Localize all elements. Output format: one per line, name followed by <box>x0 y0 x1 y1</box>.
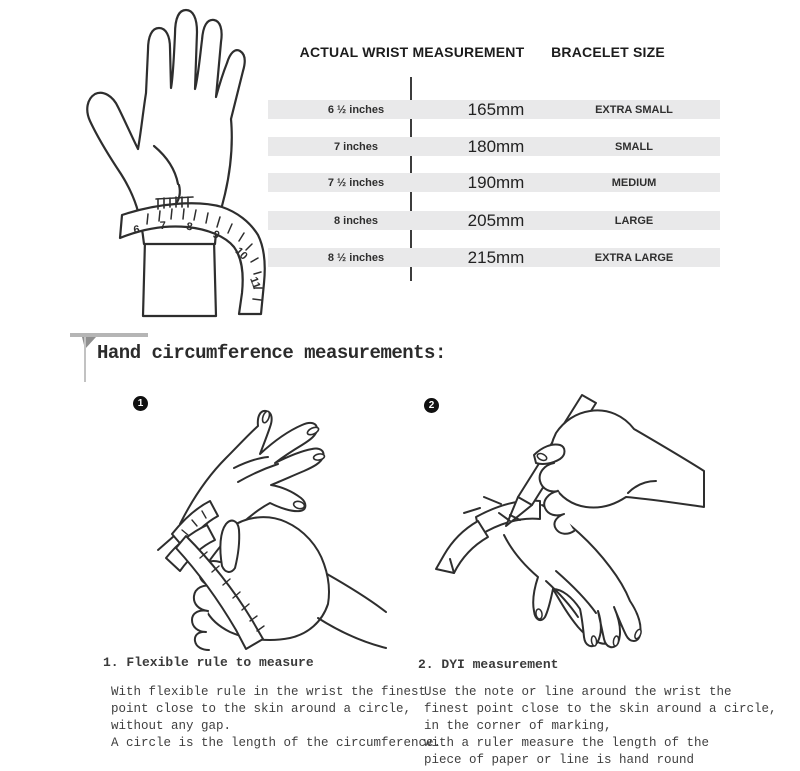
size-chart-row <box>268 100 720 119</box>
holding-hand-outline <box>549 410 704 507</box>
fist-thumb <box>220 521 239 572</box>
fingernail <box>591 636 597 647</box>
size-chart-row <box>268 248 720 267</box>
wrist-mm-value: 180mm <box>467 136 525 156</box>
bracelet-size-value: MEDIUM <box>611 176 657 189</box>
wrist-inches-value: 8 inches <box>333 214 379 227</box>
tape-number: 6 <box>132 223 141 237</box>
description-line: in the corner of marking, <box>424 719 612 733</box>
palm-measuring-tape-diagram <box>58 0 282 318</box>
description-line: with a ruler measure the length of the <box>424 736 710 750</box>
wrist-mm-value: 205mm <box>467 210 525 230</box>
tape-number: 8 <box>185 220 194 234</box>
description-line: without any gap. <box>111 719 232 733</box>
section-heading: Hand circumference measurements: <box>97 342 446 364</box>
tape-number: 7 <box>159 219 167 233</box>
wrist-inches-value: 7 inches <box>333 140 379 153</box>
description-line: A circle is the length of the circumference. <box>111 736 442 750</box>
wrist-inches-value: 6 ½ inches <box>327 103 385 116</box>
bracelet-size-value: SMALL <box>615 140 653 153</box>
description-line: piece of paper or line is hand round <box>424 753 695 767</box>
size-chart-row <box>268 173 720 192</box>
flexible-rule-illustration <box>122 402 394 654</box>
size-chart-row <box>268 211 720 230</box>
pen-marking-illustration <box>406 393 714 653</box>
wrist-inches-value: 8 ½ inches <box>327 251 385 264</box>
forearm-outline <box>143 240 216 316</box>
size-chart-row <box>268 137 720 156</box>
bracelet-size-value: EXTRA LARGE <box>594 251 674 264</box>
description-line: With flexible rule in the wrist the finest <box>111 685 427 699</box>
step-2-title: 2. DYI measurement <box>418 657 559 672</box>
ribbon-loose-end <box>436 521 488 573</box>
wrist-mm-value: 190mm <box>467 172 525 192</box>
step-2-description <box>424 684 777 769</box>
bracelet-size-value: LARGE <box>614 214 654 227</box>
column-header-size: BRACELET SIZE <box>551 44 665 60</box>
description-line: Use the note or line around the wrist the <box>424 685 732 699</box>
step-1-description <box>111 684 441 752</box>
step-1-badge: 1 <box>133 396 148 411</box>
tape-number: 9 <box>211 228 222 242</box>
column-header-measurement: ACTUAL WRIST MEASUREMENT <box>299 44 525 60</box>
step-1-title: 1. Flexible rule to measure <box>103 655 314 670</box>
tape-number: 11 <box>247 275 263 291</box>
description-line: point close to the skin around a circle, <box>111 702 412 716</box>
step-2-badge: 2 <box>424 398 439 413</box>
wrist-mm-value: 165mm <box>467 99 525 119</box>
wrist-mm-value: 215mm <box>467 247 525 267</box>
wrist-inches-value: 7 ½ inches <box>327 176 385 189</box>
description-line: finest point close to the skin around a circle, <box>424 702 777 716</box>
tape-number: 10 <box>232 245 250 263</box>
bracelet-size-value: EXTRA SMALL <box>595 103 673 116</box>
